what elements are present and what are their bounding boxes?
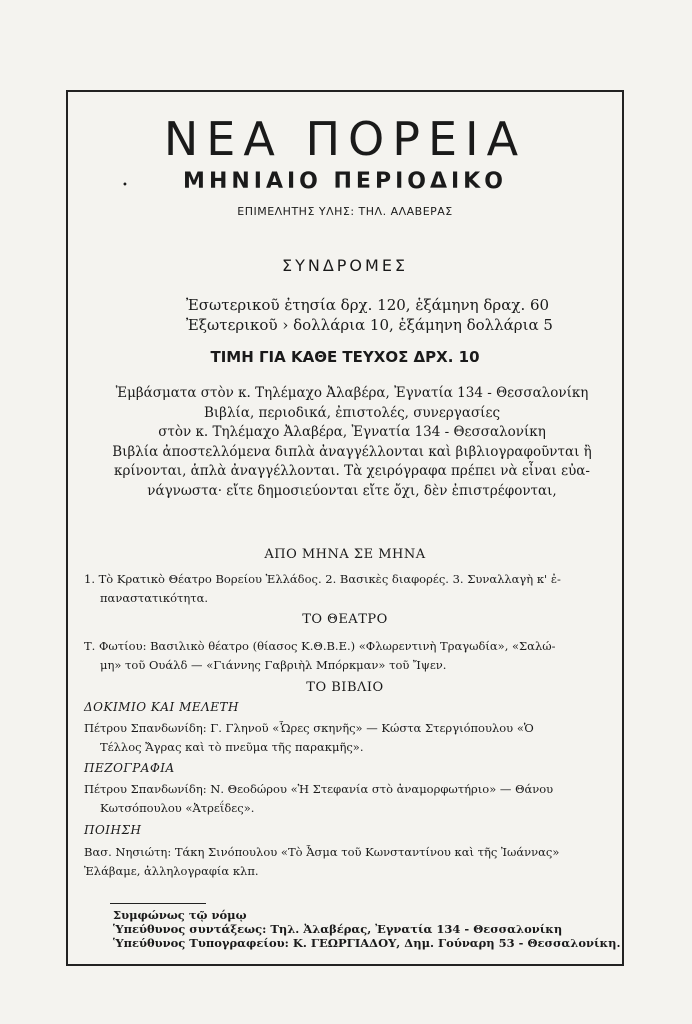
essay-text-1: Πέτρου Σπανδωνίδη: Γ. Γληνοῦ «Ὧρες σκηνῆς» — Κώστα Στεργιόπουλου «Ὁ — [84, 721, 534, 735]
notice-submissions: Βιβλία, περιοδικά, ἐπιστολές, συνεργασίες — [203, 405, 501, 421]
month-section-text-2: παναστατικότητα. — [100, 591, 209, 605]
editor-line: ΕΠΙΜΕΛΗΤΗΣ ΥΛΗΣ: ΤΗΛ. ΑΛΑΒΕΡΑΣ — [237, 205, 453, 218]
domestic-subscription: Ἐσωτερικοῦ ἐτησία δρχ. 120, ἑξάμηνη δραχ. 60 — [186, 296, 550, 314]
notice-books-2: κρίνονται, ἁπλὰ ἀναγγέλλονται. Τὰ χειρόγραφα πρέπει νὰ εἶναι εὐα- — [114, 463, 590, 479]
prose-text-1: Πέτρου Σπανδωνίδη: Ν. Θεοδώρου «Ἡ Στεφανία στὸ ἀναμορφωτήριο» — Θάνου — [84, 782, 554, 796]
notice-books-1: Βιβλία ἀποστελλόμενα διπλὰ ἀναγγέλλονται καὶ βιβλιογραφοῦνται ἢ — [112, 444, 592, 460]
magazine-title: ΝΕΑ ΠΟΡΕΙΑ — [163, 112, 527, 166]
foreign-subscription: Ἐξωτερικοῦ › δολλάρια 10, ἑξάμηνη δολλάρια 5 — [186, 316, 553, 334]
magazine-subtitle: ΜΗΝΙΑΙΟ ΠΕΡΙΟΔΙΚΟ — [183, 169, 507, 194]
footer-rule — [110, 903, 206, 904]
essay-heading: ΔΟΚΙΜΙΟ ΚΑΙ ΜΕΛΕΤΗ — [84, 700, 240, 714]
footer-editor: Ὑπεύθυνος συντάξεως: Τηλ. Ἀλαβέρας, Ἐγνατία 134 - Θεσσαλονίκη — [113, 922, 563, 936]
essay-text-2: Τέλλος Ἄγρας καὶ τὸ πνεῦμα τῆς παρακμῆς». — [100, 740, 364, 754]
footer-printer: Ὑπεύθυνος Τυπογραφείου: Κ. ΓΕΩΡΓΙΑΔΟΥ, Δημ. Γούναρη 53 - Θεσσαλονίκη. — [113, 936, 621, 950]
decorative-dot: • — [122, 180, 128, 191]
page-border — [66, 90, 624, 966]
month-section-text-1: 1. Τὸ Κρατικὸ Θέατρο Βορείου Ἑλλάδος. 2. Βασικὲς διαφορές. 3. Συναλλαγὴ κ' ἐ- — [84, 572, 561, 586]
subscriptions-heading: ΣΥΝΔΡΟΜΕΣ — [281, 256, 409, 275]
poetry-text-2: Ἐλάβαμε, ἀλληλογραφία κλπ. — [84, 864, 259, 878]
theatre-section-heading: ΤΟ ΘΕΑΤΡΟ — [302, 612, 388, 627]
prose-heading: ΠΕΖΟΓΡΑΦΙΑ — [84, 761, 175, 775]
footer-law: Συμφώνως τῷ νόμῳ — [113, 908, 247, 922]
prose-text-2: Κωτσόπουλου «Ἀτρεΐδες». — [100, 801, 255, 815]
month-section-heading: ΑΠΟ ΜΗΝΑ ΣΕ ΜΗΝΑ — [264, 547, 426, 562]
poetry-text-1: Βασ. Νησιώτη: Τάκη Σινόπουλου «Τὸ Ἆσμα τοῦ Κωνσταντίνου καὶ τῆς Ἰωάννας» — [84, 845, 560, 859]
theatre-section-text-1: Τ. Φωτίου: Βασιλικὸ θέατρο (θίασος Κ.Θ.Β.Ε.) «Φλωρεντινὴ Τραγωδία», «Σαλώ- — [84, 639, 556, 653]
notice-remittances: Ἐμβάσματα στὸν κ. Τηλέμαχο Ἀλαβέρα, Ἐγνατία 134 - Θεσσαλονίκη — [115, 385, 589, 401]
theatre-section-text-2: μη» τοῦ Ουάλδ — «Γιάννης Γαβριὴλ Μπόρκμαν» τοῦ Ἴψεν. — [100, 658, 447, 672]
book-section-heading: ΤΟ ΒΙΒΛΙΟ — [306, 680, 384, 695]
notice-address: στὸν κ. Τηλέμαχο Ἀλαβέρα, Ἐγνατία 134 - Θεσσαλονίκη — [158, 424, 546, 440]
poetry-heading: ΠΟΙΗΣΗ — [84, 823, 142, 837]
notice-books-3: νάγνωστα· εἴτε δημοσιεύονται εἴτε ὄχι, δὲν ἐπιστρέφονται, — [147, 483, 557, 499]
issue-price: ΤΙΜΗ ΓΙΑ ΚΑΘΕ ΤΕΥΧΟΣ ΔΡΧ. 10 — [210, 348, 480, 366]
